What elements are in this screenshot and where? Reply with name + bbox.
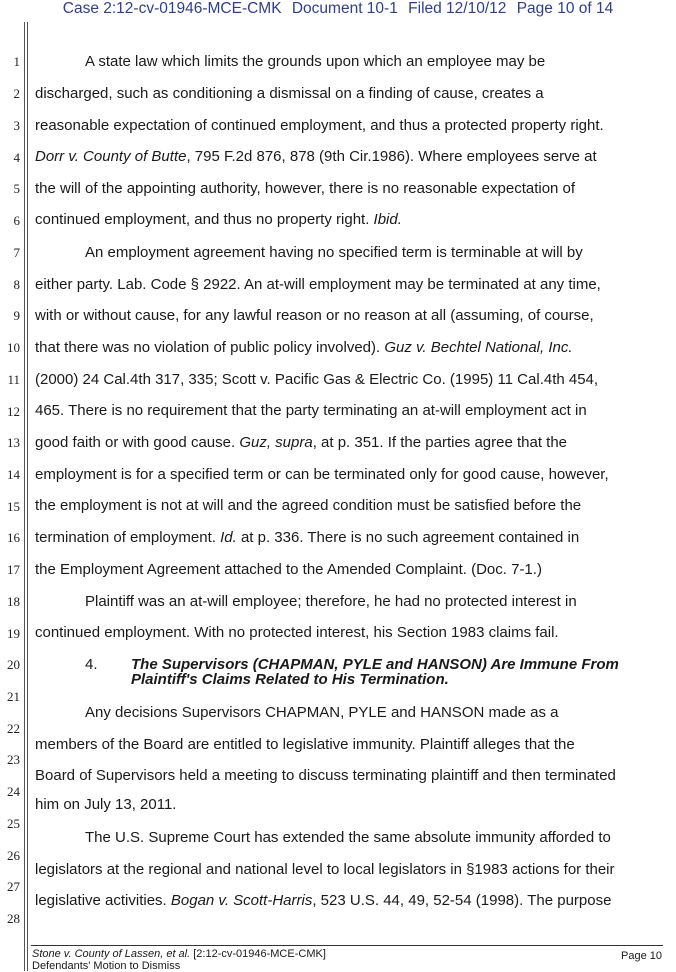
body-line: good faith or with good cause. Guz, supra, at p. 351. If the parties agree that the [35, 434, 568, 451]
line-number: 23 [7, 752, 20, 767]
body-line: discharged, such as conditioning a dismissal on a finding of cause, creates a [35, 85, 544, 102]
line-number: 5 [13, 181, 20, 196]
case-citation: Ibid. [373, 211, 402, 228]
line-number: 6 [13, 213, 20, 228]
body-line: with or without cause, for any lawful reason or no reason at all (assuming, of course, [35, 307, 594, 324]
body-line: continued employment. With no protected interest, his Section 1983 claims fail. [35, 624, 559, 641]
case-citation: Id. [220, 529, 237, 546]
body-line: the will of the appointing authority, however, there is no reasonable expectation of [35, 180, 576, 197]
line-number: 13 [7, 435, 20, 450]
line-number: 26 [7, 848, 20, 863]
margin-rule-right [27, 22, 28, 971]
body-line: him on July 13, 2011. [35, 796, 177, 813]
section-number: 4. [85, 656, 98, 673]
line-number: 28 [7, 911, 20, 926]
page-indicator: Page 10 of 14 [516, 0, 614, 17]
page-header [0, 0, 676, 20]
body-line: continued employment, and thus no property right. Ibid. [35, 211, 402, 228]
section-heading: The Supervisors (CHAPMAN, PYLE and HANSON) Are Immune From [131, 656, 619, 673]
body-line: An employment agreement having no specified term is terminable at will by [85, 244, 583, 261]
case-citation: Guz, supra [239, 434, 313, 451]
line-number: 9 [13, 308, 20, 323]
line-number: 22 [7, 721, 20, 736]
margin-rule-left [24, 22, 25, 971]
case-citation: Dorr v. County of Butte [35, 148, 187, 165]
body-line: the Employment Agreement attached to the Amended Complaint. (Doc. 7-1.) [35, 561, 542, 578]
line-number: 27 [7, 879, 20, 894]
body-line: Plaintiff was an at-will employee; therefore, he had no protected interest in [85, 593, 577, 610]
body-line: legislative activities. Bogan v. Scott-Harris, 523 U.S. 44, 49, 52-54 (1998). The purpose [35, 892, 612, 909]
case-number: Case 2:12-cv-01946-MCE-CMK [62, 0, 282, 17]
line-number: 19 [7, 626, 20, 641]
line-number: 11 [7, 372, 20, 387]
line-number: 10 [7, 340, 20, 355]
line-number: 12 [7, 404, 20, 419]
body-line: Board of Supervisors held a meeting to discuss terminating plaintiff and then terminated [35, 767, 616, 784]
line-number: 7 [13, 245, 20, 260]
body-line: the employment is not at will and the agreed condition must be satisfied before the [35, 497, 582, 514]
footer-rule [31, 945, 663, 946]
case-citation: Bogan v. Scott-Harris [170, 892, 313, 909]
line-number: 14 [7, 467, 20, 482]
body-line: members of the Board are entitled to legislative immunity. Plaintiff alleges that the [35, 736, 575, 753]
body-line: termination of employment. Id. at p. 336. There is no such agreement contained in [35, 529, 580, 546]
body-line: either party. Lab. Code § 2922. An at-will employment may be terminated at any time, [35, 276, 601, 293]
body-line: legislators at the regional and national level to local legislators in §1983 actions for their [35, 861, 615, 878]
case-citation: Guz v. Bechtel National, Inc. [384, 339, 573, 356]
line-number: 2 [13, 86, 20, 101]
document-number: Document 10-1 [291, 0, 398, 17]
line-number: 20 [7, 657, 20, 672]
line-number: 25 [7, 816, 20, 831]
line-number: 16 [7, 530, 20, 545]
line-number: 24 [7, 784, 20, 799]
line-number: 1 [13, 54, 20, 69]
line-number: 15 [7, 499, 20, 514]
body-line: that there was no violation of public policy involved). Guz v. Bechtel National, Inc. [35, 339, 573, 356]
body-line: 465. There is no requirement that the party terminating an at-will employment act in [35, 402, 587, 419]
footer-title: Defendants' Motion to Dismiss [32, 960, 181, 972]
footer-caption: Stone v. County of Lassen, et al. [2:12-cv-01946-MCE-CMK] [32, 948, 326, 960]
line-number: 3 [13, 118, 20, 133]
line-number: 18 [7, 594, 20, 609]
line-number: 17 [7, 562, 20, 577]
body-line: The U.S. Supreme Court has extended the same absolute immunity afforded to [85, 829, 611, 846]
line-number: 4 [13, 150, 20, 165]
footer-page-number: Page 10 [621, 950, 662, 962]
body-line: A state law which limits the grounds upon which an employee may be [85, 53, 546, 70]
section-heading: Plaintiff's Claims Related to His Termination. [131, 671, 449, 688]
line-number: 8 [13, 277, 20, 292]
filed-date: Filed 12/10/12 [408, 0, 507, 17]
body-line: Dorr v. County of Butte, 795 F.2d 876, 878 (9th Cir.1986). Where employees serve at [35, 148, 597, 165]
body-line: Any decisions Supervisors CHAPMAN, PYLE and HANSON made as a [85, 704, 559, 721]
body-line: (2000) 24 Cal.4th 317, 335; Scott v. Pacific Gas & Electric Co. (1995) 11 Cal.4th 454, [35, 371, 599, 388]
body-line: reasonable expectation of continued employment, and thus a protected property right. [35, 117, 604, 134]
line-number: 21 [7, 689, 20, 704]
body-line: employment is for a specified term or can be terminated only for good cause, however, [35, 466, 609, 483]
